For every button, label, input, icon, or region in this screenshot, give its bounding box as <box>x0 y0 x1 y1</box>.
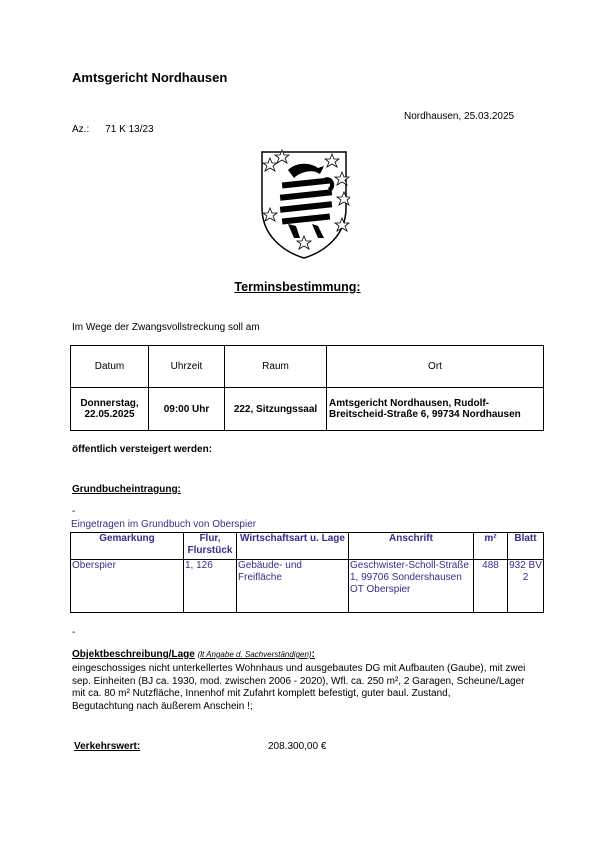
object-heading-colon: : <box>311 649 315 660</box>
header-uhrzeit: Uhrzeit <box>149 346 225 388</box>
object-description-heading <box>72 649 315 660</box>
table-row <box>71 560 544 613</box>
cell-ort: Amtsgericht Nordhausen, Rudolf-Breitscheid-Straße 6, 99734 Nordhausen <box>327 388 544 431</box>
auction-statement: öffentlich versteigert werden: <box>72 444 213 455</box>
cell-m2: 488 <box>474 560 508 613</box>
header-gemarkung: Gemarkung <box>71 533 184 560</box>
appointment-table <box>70 345 544 431</box>
az-label: Az.: <box>72 124 90 135</box>
header-flur: Flur, Flurstück <box>184 533 237 560</box>
cell-flur: 1, 126 <box>184 560 237 613</box>
place-date: Nordhausen, 25.03.2025 <box>404 111 515 122</box>
object-description-text <box>72 663 527 713</box>
header-wirtschaftsart: Wirtschaftsart u. Lage <box>237 533 349 560</box>
cell-wirtschaftsart: Gebäude- und Freifläche <box>237 560 349 613</box>
separator-dash: - <box>72 627 76 638</box>
cell-gemarkung: Oberspier <box>71 560 184 613</box>
header-datum: Datum <box>71 346 149 388</box>
table-row <box>71 388 544 431</box>
file-reference <box>72 124 154 135</box>
object-heading-title: Objektbeschreibung/Lage <box>72 649 195 660</box>
coat-of-arms-icon <box>258 148 350 260</box>
header-blatt: Blatt <box>508 533 544 560</box>
object-description-note: Begutachtung nach äußerem Anschein !; <box>72 700 253 712</box>
header-ort: Ort <box>327 346 544 388</box>
table-header-row <box>71 346 544 388</box>
az-value: 71 K 13/23 <box>105 124 154 135</box>
cell-datum: Donnerstag, 22.05.2025 <box>71 388 149 431</box>
page-title: Terminsbestimmung: <box>234 280 361 294</box>
cell-anschrift: Geschwister-Scholl-Straße 1, 99706 Sondershausen OT Oberspier <box>349 560 474 613</box>
land-register-note: Eingetragen im Grundbuch von Oberspier <box>71 519 257 530</box>
land-register-heading: Grundbucheintragung: <box>72 484 181 495</box>
market-value-label: Verkehrswert: <box>74 741 141 752</box>
cell-blatt: 932 BV 2 <box>508 560 544 613</box>
header-raum: Raum <box>225 346 327 388</box>
object-description-paragraph: eingeschossiges nicht unterkellertes Wohnhaus und ausgebautes DG mit Aufbauten (Gaube), mit zwei sep. Einheiten (BJ ca. 1930, mod. zwischen 2006 - 2020), Wfl. ca. 250 m², 2 Garagen, Scheune/Lager mit ca. 80 m² Nutzfläche, Innenhof mit Zufahrt komplett befestigt, guter baul. Zustand, <box>72 663 526 699</box>
header-m2: m² <box>474 533 508 560</box>
court-name: Amtsgericht Nordhausen <box>72 70 228 85</box>
intro-text: Im Wege der Zwangsvollstreckung soll am <box>72 322 260 333</box>
separator-dash: - <box>72 506 76 517</box>
cell-uhrzeit: 09:00 Uhr <box>149 388 225 431</box>
header-anschrift: Anschrift <box>349 533 474 560</box>
market-value: 208.300,00 € <box>268 741 327 752</box>
cell-raum: 222, Sitzungssaal <box>225 388 327 431</box>
table-header-row <box>71 533 544 560</box>
land-register-table <box>70 532 544 613</box>
object-heading-note: (lt Angabe d. Sachverständigen) <box>197 650 312 659</box>
